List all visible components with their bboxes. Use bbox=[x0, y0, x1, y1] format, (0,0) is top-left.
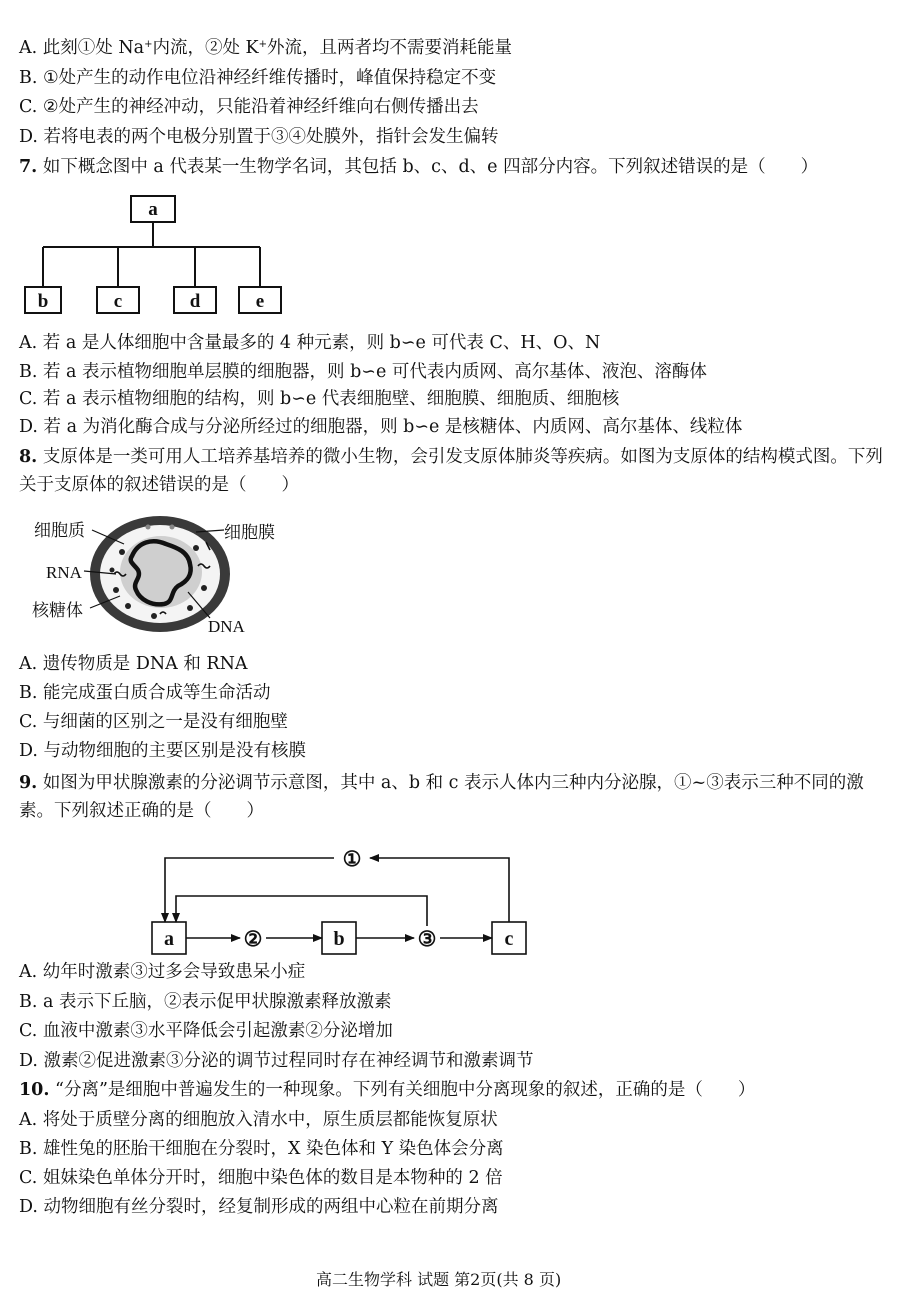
q7-label-d: d bbox=[189, 291, 201, 312]
q9-option-a: A. 幼年时激素③过多会导致患呆小症 bbox=[19, 962, 306, 982]
q7-label-c: c bbox=[113, 291, 123, 312]
q6-option-d: D. 若将电表的两个电极分别置于③④处膜外，指针会发生偏转 bbox=[19, 127, 499, 147]
gland-c-label: c bbox=[504, 928, 514, 950]
gland-a-label: a bbox=[164, 928, 174, 950]
q10-option-c: C. 姐妹染色单体分开时，细胞中染色体的数目是本物种的 2 倍 bbox=[19, 1168, 503, 1188]
q9-option-d: D. 激素②促进激素③分泌的调节过程同时存在神经调节和激素调节 bbox=[19, 1051, 534, 1071]
q8-number: 8. bbox=[19, 447, 38, 467]
q7-label-b: b bbox=[37, 291, 49, 312]
q8-stem bbox=[19, 443, 883, 499]
q7-option-c: C. 若 a 表示植物细胞的结构，则 b∽e 代表细胞壁、细胞膜、细胞质、细胞核 bbox=[19, 389, 620, 409]
q7-option-d: D. 若 a 为消化酶合成与分泌所经过的细胞器，则 b∽e 是核糖体、内质网、高尔基体、线粒体 bbox=[19, 417, 743, 437]
q9-stem bbox=[19, 769, 883, 825]
q10-option-a: A. 将处于质壁分离的细胞放入清水中，原生质层都能恢复原状 bbox=[19, 1110, 498, 1130]
q9-option-c: C. 血液中激素③水平降低会引起激素②分泌增加 bbox=[19, 1021, 393, 1041]
q7-stem bbox=[19, 155, 818, 179]
q7-option-b: B. 若 a 表示植物细胞单层膜的细胞器，则 b∽e 可代表内质网、高尔基体、液泡、溶酶体 bbox=[19, 362, 707, 382]
label-rna: RNA bbox=[46, 563, 82, 582]
q10-option-b: B. 雄性兔的胚胎干细胞在分裂时，X 染色体和 Y 染色体会分离 bbox=[19, 1139, 504, 1159]
q8-option-a: A. 遗传物质是 DNA 和 RNA bbox=[19, 654, 248, 674]
page-footer: 高二生物学科 试题 第2页(共 8 页) bbox=[316, 1270, 562, 1289]
q7-concept-diagram bbox=[20, 190, 290, 320]
q7-stem-text: 如下概念图中 a 代表某一生物学名词，其包括 b、c、d、e 四部分内容。下列叙述错误的是（ ） bbox=[42, 157, 819, 177]
hormone-3-label: ③ bbox=[417, 927, 437, 951]
q9-regulation-diagram bbox=[140, 840, 540, 965]
label-cytoplasm: 细胞质 bbox=[34, 521, 85, 540]
label-dna: DNA bbox=[208, 617, 245, 636]
gland-b-label: b bbox=[333, 928, 345, 950]
q10-stem bbox=[19, 1078, 755, 1102]
q10-number: 10. bbox=[19, 1080, 50, 1100]
q9-stem-text: 如图为甲状腺激素的分泌调节示意图，其中 a、b 和 c 表示人体内三种内分泌腺，①~③表示三种不同的激素。下列叙述正确的是（ ） bbox=[19, 773, 864, 821]
q7-label-e: e bbox=[255, 291, 265, 312]
hormone-1-label: ① bbox=[342, 847, 362, 871]
q7-number: 7. bbox=[19, 157, 38, 177]
q10-option-d: D. 动物细胞有丝分裂时，经复制形成的两组中心粒在前期分离 bbox=[19, 1197, 499, 1217]
q6-option-b: B. ①处产生的动作电位沿神经纤维传播时，峰值保持稳定不变 bbox=[19, 68, 497, 88]
q9-number: 9. bbox=[19, 773, 38, 793]
hormone-2-label: ② bbox=[243, 927, 263, 951]
q7-option-a: A. 若 a 是人体细胞中含量最多的 4 种元素，则 b∽e 可代表 C、H、O、N bbox=[19, 333, 601, 353]
q7-label-a: a bbox=[148, 199, 158, 220]
q8-stem-text: 支原体是一类可用人工培养基培养的微小生物，会引发支原体肺炎等疾病。如图为支原体的结构模式图。下列关于支原体的叙述错误的是（ ） bbox=[19, 447, 883, 495]
label-cell-membrane: 细胞膜 bbox=[224, 523, 275, 542]
q9-option-b: B. a 表示下丘脑，②表示促甲状腺激素释放激素 bbox=[19, 992, 392, 1012]
q6-option-c: C. ②处产生的神经冲动，只能沿着神经纤维向右侧传播出去 bbox=[19, 97, 479, 117]
q8-mycoplasma-diagram bbox=[20, 508, 310, 643]
q8-option-d: D. 与动物细胞的主要区别是没有核膜 bbox=[19, 741, 307, 761]
q6-option-a: A. 此刻①处 Na+内流，②处 K+外流，且两者均不需要消耗能量 bbox=[19, 38, 512, 58]
q8-option-c: C. 与细菌的区别之一是没有细胞壁 bbox=[19, 712, 288, 732]
q8-option-b: B. 能完成蛋白质合成等生命活动 bbox=[19, 683, 271, 703]
q10-stem-text: “分离”是细胞中普遍发生的一种现象。下列有关细胞中分离现象的叙述，正确的是（ ） bbox=[55, 1080, 756, 1100]
label-ribosome: 核糖体 bbox=[32, 601, 83, 620]
